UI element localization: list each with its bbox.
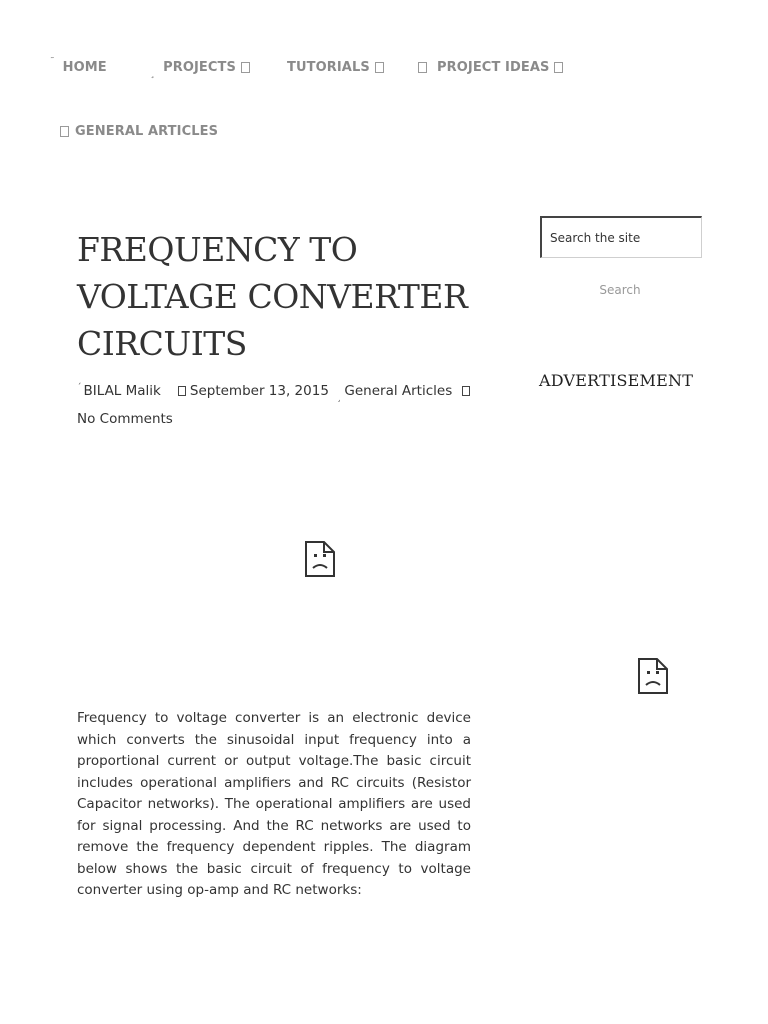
nav-item-label: HOME — [62, 60, 107, 75]
post-comments-link[interactable]: No Comments — [77, 411, 173, 427]
post-title: FREQUENCY TO VOLTAGE CONVERTER CIRCUITS — [77, 230, 468, 363]
projects-icon: ¸ — [150, 68, 156, 79]
post-meta — [77, 378, 477, 430]
nav-item-label: TUTORIALS — [287, 60, 370, 75]
search-button[interactable]: Search — [560, 280, 680, 300]
search-input[interactable] — [540, 216, 702, 258]
broken-image-icon — [637, 657, 669, 695]
broken-image-icon — [304, 540, 336, 578]
lightbulb-icon — [418, 62, 427, 73]
comment-icon — [462, 386, 470, 396]
user-icon: ´ — [77, 383, 82, 393]
post-body: Frequency to voltage converter is an electronic device which converts the sinusoidal input frequency into a proportional current or output voltage.The basic circuit includes operational amplifiers and RC circuits (Resistor Capacitor networks). The operational amplifiers are used for signal processing. And the RC networks are used to remove the frequency dependent ripples. The diagram below shows the basic circuit of frequency to voltage converter using op-amp and RC networks: — [77, 710, 471, 898]
nav-item-general-articles[interactable] — [60, 124, 218, 139]
calendar-icon — [178, 386, 186, 396]
advertisement-heading: ADVERTISEMENT — [539, 371, 694, 390]
post-date-text: September 13, 2015 — [189, 383, 329, 399]
nav-item-label: PROJECT IDEAS — [437, 60, 550, 75]
article-icon — [60, 126, 69, 137]
folder-icon: ¸ — [336, 393, 342, 403]
dropdown-arrow-icon — [375, 62, 384, 73]
nav-item-project-ideas[interactable] — [418, 60, 568, 75]
nav-item-home[interactable] — [50, 56, 107, 75]
dropdown-arrow-icon — [241, 62, 250, 73]
nav-item-label: GENERAL ARTICLES — [75, 124, 219, 139]
post-date — [161, 383, 329, 399]
post-category-link[interactable]: General Articles — [344, 383, 453, 399]
nav-item-label: PROJECTS — [163, 60, 236, 75]
post-author[interactable] — [77, 383, 161, 399]
home-icon: ˜ — [50, 56, 55, 67]
dropdown-arrow-icon — [554, 62, 563, 73]
post-author-name: BILAL Malik — [83, 383, 161, 399]
nav-item-projects[interactable] — [150, 60, 255, 79]
nav-item-tutorials[interactable] — [287, 60, 389, 75]
post-category[interactable] — [329, 383, 453, 403]
